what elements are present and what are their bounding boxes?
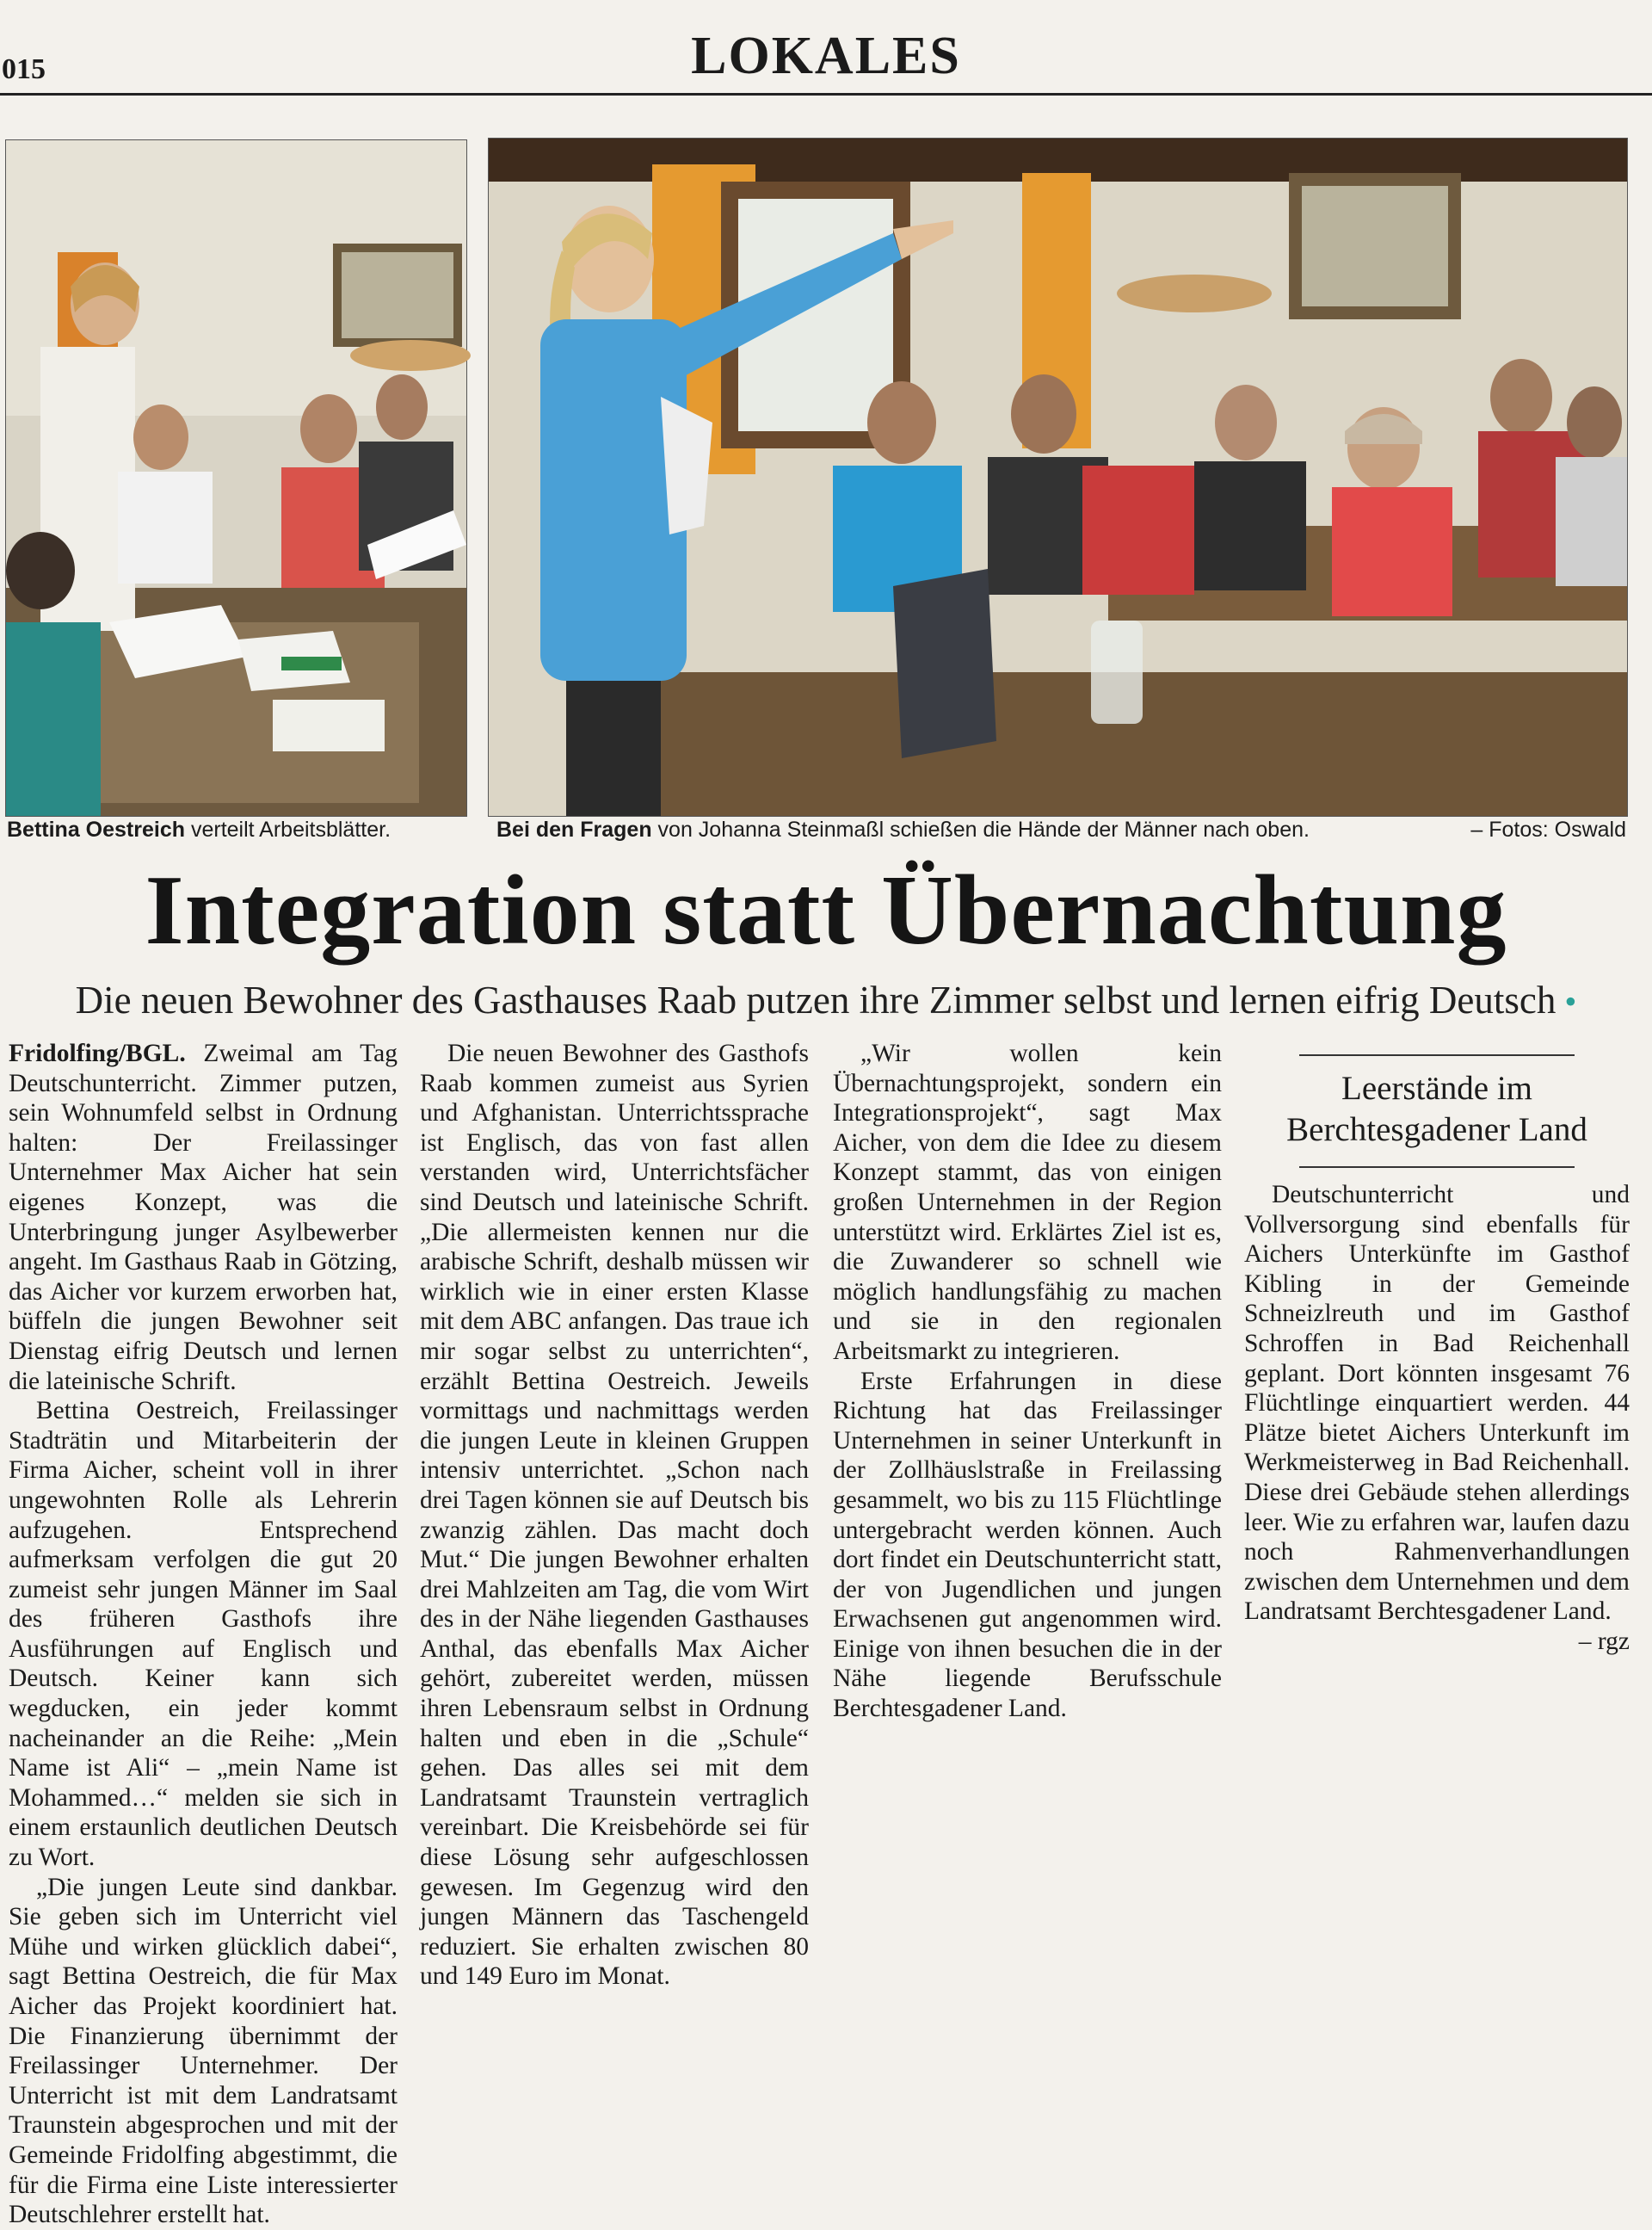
dateline: Fridolfing/BGL. xyxy=(9,1040,186,1067)
article-paragraph xyxy=(9,1039,398,1396)
end-dot-icon: • xyxy=(1564,982,1577,1021)
paragraph-4: Die neuen Bewohner des Gasthofs Raab kommen zumeist aus Syrien und Afghanistan. Unterrichtssprache ist Englisch, das von fast allen verstanden wird, Unterrichtsfächer sind Deutsch und lateinische Schrift. „Die allermeisten kennen nur die arabische Schrift, deshalb müssen wir wirklich wie in einer ersten Klasse mit dem ABC anfangen. Das traue ich mir sogar selbst zu unterrichten“, erzählt Bettina Oestreich. Jeweils vormittags und nachmittags werden die jungen Leute in kleinen Gruppen intensiv unterrichtet. „Schon nach drei Tagen können sie auf Deutsch bis zwanzig zählen. Das macht doch Mut.“ Die jungen Bewohner erhalten drei Mahlzeiten am Tag, die vom Wirt des in der Nähe liegenden Gasthauses Anthal, das ebenfalls Max Aicher gehört, zubereitet werden, müssen ihren Lebensraum selbst in Ordnung halten und eben in die „Schule“ gehen. Das alles sei mit dem Landratsamt Traunstein vertraglich vereinbart. Die Kreisbehörde sei für diese Lösung sehr aufgeschlossen gewesen. Im Gegenzug wird den jungen Männern das Taschengeld reduziert. Sie erhalten zwischen 80 und 149 Euro im Monat. xyxy=(420,1040,809,1991)
caption-right-lead: Bei den Fragen xyxy=(496,818,652,842)
paragraph-3: „Die jungen Leute sind dankbar. Sie geben sich im Unterricht viel Mühe und wirken glücklich dabei“, sagt Bettina Oestreich, die für Max Aicher das Projekt koordiniert hat. Die Finanzierung übernimmt der Freilassinger Unternehmer. Der Unterricht ist mit dem Landratsamt Traunstein abgesprochen und mit der Gemeinde Fridolfing abgestimmt, die für die Firma eine Liste interessierter Deutschlehrer erstellt hat. xyxy=(9,1873,398,2229)
article-headline: Integration statt Übernachtung xyxy=(145,856,1507,966)
caption-left-text: verteilt Arbeitsblätter. xyxy=(185,818,391,842)
paragraph-2: Bettina Oestreich, Freilassinger Stadträtin und Mitarbeiterin der Firma Aicher, scheint voll in ihrer ungewohnten Rolle als Lehrerin aufzugehen. Entsprechend aufmerksam verfolgen die gut 20 zumeist sehr jungen Männer im Saal des früheren Gasthofs ihre Ausführungen auf Englisch und Deutsch. Keiner kann sich wegducken, ein jeder kommt nacheinander an die Reihe: „Mein Name ist Ali“ – „mein Name ist Mohammed…“ melden sie sich in einem erstaunlich deutlichen Deutsch zu Wort. xyxy=(9,1397,398,1872)
paragraph-1: Zweimal am Tag Deutschunterricht. Zimmer putzen, sein Wohnumfeld selbst in Ordnung halten: Der Freilassinger Unternehmer Max Aicher hat sein eigenes Konzept, was die Unterbringung junger Asylbewerber angeht. Im Gasthaus Raab in Götzing, das Aicher vor kurzem erworben hat, büffeln die jungen Bewohner seit Dienstag eifrig Deutsch und lernen die lateinische Schrift. xyxy=(9,1040,398,1395)
article-column-2 xyxy=(420,1039,809,1991)
photo-classroom-worksheets xyxy=(5,139,467,817)
sidebar-rule-bottom xyxy=(1299,1166,1575,1168)
photo-caption-right xyxy=(496,818,1310,843)
author-signature: – rgz xyxy=(1578,1627,1630,1655)
page-number: 015 xyxy=(2,53,46,85)
sidebar-title: Leerstände im Berchtesgadener Land xyxy=(1286,1070,1587,1148)
caption-right-text: von Johanna Steinmaßl schießen die Hände der Männer nach oben. xyxy=(651,818,1310,842)
subheadline-text: Die neuen Bewohner des Gasthauses Raab putzen ihre Zimmer selbst und lernen eifrig Deutsch xyxy=(75,979,1556,1022)
article-column-1 xyxy=(9,1039,398,2229)
sidebar-text xyxy=(1244,1180,1630,1655)
article-subheadline xyxy=(0,978,1652,1022)
paragraph-6: Erste Erfahrungen in diese Richtung hat das Freilassinger Unternehmen in seiner Unterkunft in der Zollhäuslstraße in Freilassing gesammelt, wo bis zu 115 Flüchtlinge untergebracht werden können. Auch dort findet ein Deutschunterricht statt, der von Jugendlichen und jungen Erwachsenen gut angenommen wird. Einige von ihnen besuchen die in der Nähe liegende Berufsschule Berchtesgadener Land. xyxy=(833,1367,1222,1723)
sidebar-column xyxy=(1244,1039,1630,1925)
sidebar-rule-top xyxy=(1299,1054,1575,1056)
section-heading: LOKALES xyxy=(691,27,961,85)
article-column-3 xyxy=(833,1039,1222,1925)
header-rule xyxy=(0,93,1652,96)
photo-credit: – Fotos: Oswald xyxy=(1470,818,1626,842)
photo-caption-left xyxy=(7,818,391,843)
sidebar-body: Deutschunterricht und Vollversorgung sind ebenfalls für Aichers Unterkünfte im Gasthof Kibling in der Gemeinde Schneizlreuth und im Gasthof Schroffen in Bad Reichenhall geplant. Dort könnten insgesamt 76 Flüchtlinge einquartiert werden. 44 Plätze bietet Aichers Unterkunft im Werkmeisterweg in Bad Reichenhall. Diese drei Gebäude stehen allerdings leer. Wie zu erfahren war, laufen dazu noch Rahmenverhandlungen zwischen dem Unternehmen und dem Landratsamt Berchtesgadener Land. xyxy=(1244,1181,1630,1626)
photo-teacher-pointing xyxy=(488,138,1628,817)
caption-left-name: Bettina Oestreich xyxy=(7,818,186,842)
paragraph-5: „Wir wollen kein Übernachtungsprojekt, sondern ein Integrationsprojekt“, sagt Max Aicher, von dem die Idee zu diesem Konzept stammt, das von einigen großen Unternehmen in der Region unterstützt wird. Erklärtes Ziel ist es, die Zuwanderer so schnell wie möglich handlungsfähig zu machen und sie in den regionalen Arbeitsmarkt zu integrieren. xyxy=(833,1040,1222,1365)
